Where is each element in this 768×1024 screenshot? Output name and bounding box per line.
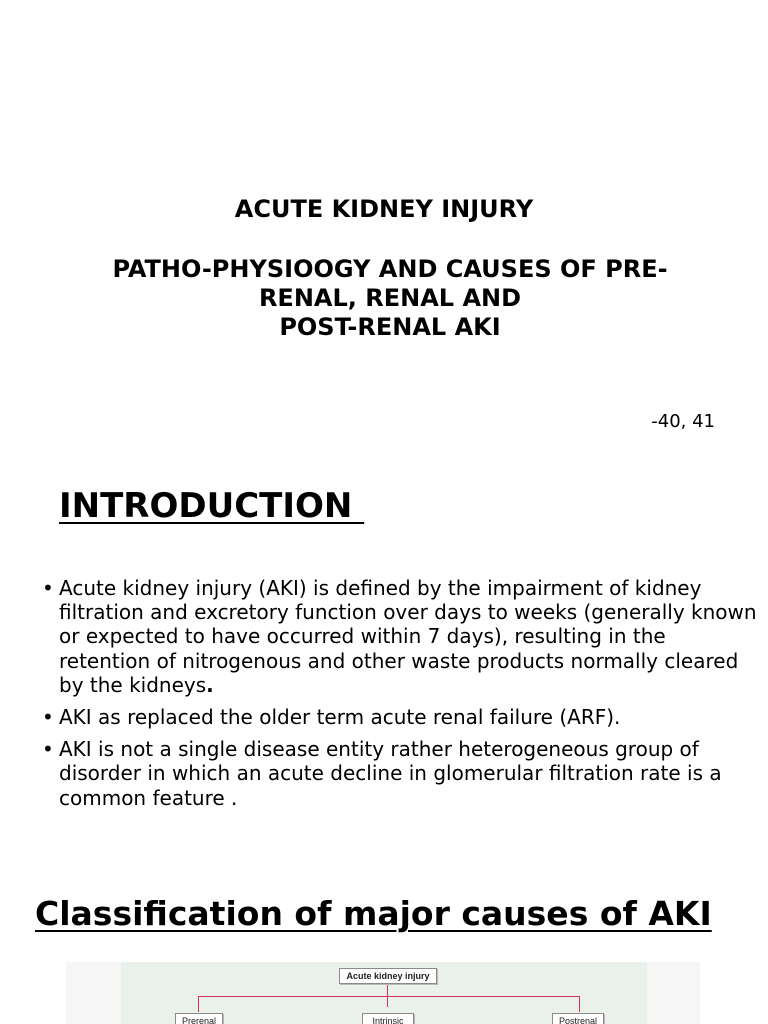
connector-postrenal [579,996,580,1012]
slide-subtitle [40,255,740,342]
connector-root-down [387,983,388,1007]
bullet-end-mark: . [206,672,214,697]
list-item [42,737,758,810]
figure-node-prerenal: Prerenal [175,1013,223,1024]
connector-prerenal [198,996,199,1012]
connector-horizontal [198,996,580,997]
introduction-heading: INTRODUCTION [59,486,365,526]
list-item [42,576,758,697]
figure-node-root: Acute kidney injury [339,968,437,984]
subtitle-line-1: PATHO-PHYSIOOGY AND CAUSES OF PRE- [112,255,668,283]
bullet-icon: • [42,576,54,600]
figure-node-postrenal: Postrenal [552,1013,604,1024]
bullet-text: AKI as replaced the older term acute renal failure (ARF). [59,705,621,730]
classification-heading: Classification of major causes of AKI [35,894,712,933]
figure-panel [121,962,647,1024]
bullet-text: AKI is not a single disease entity rather heterogeneous group of disorder in which an acute decline in glomerular filtration rate is a common feature . [59,737,722,810]
subtitle-line-2: RENAL, RENAL AND [258,284,522,312]
list-item [42,705,758,729]
introduction-bullet-list [42,576,758,818]
bullet-icon: • [42,737,54,762]
slide-reference: -40, 41 [651,411,715,432]
classification-figure [66,962,700,1024]
subtitle-line-3: POST-RENAL AKI [279,313,501,341]
slide-title: ACUTE KIDNEY INJURY [234,195,534,223]
bullet-icon: • [42,705,54,730]
figure-node-intrinsic: Intrinsic [362,1013,414,1024]
bullet-text: Acute kidney injury (AKI) is defined by the impairment of kidney filtration and excretory function over days to weeks (generally known or expected to have occurred within 7 days), resulting in the retention of nitrogenous and other waste products normally cleared by the kidneys [59,576,757,697]
